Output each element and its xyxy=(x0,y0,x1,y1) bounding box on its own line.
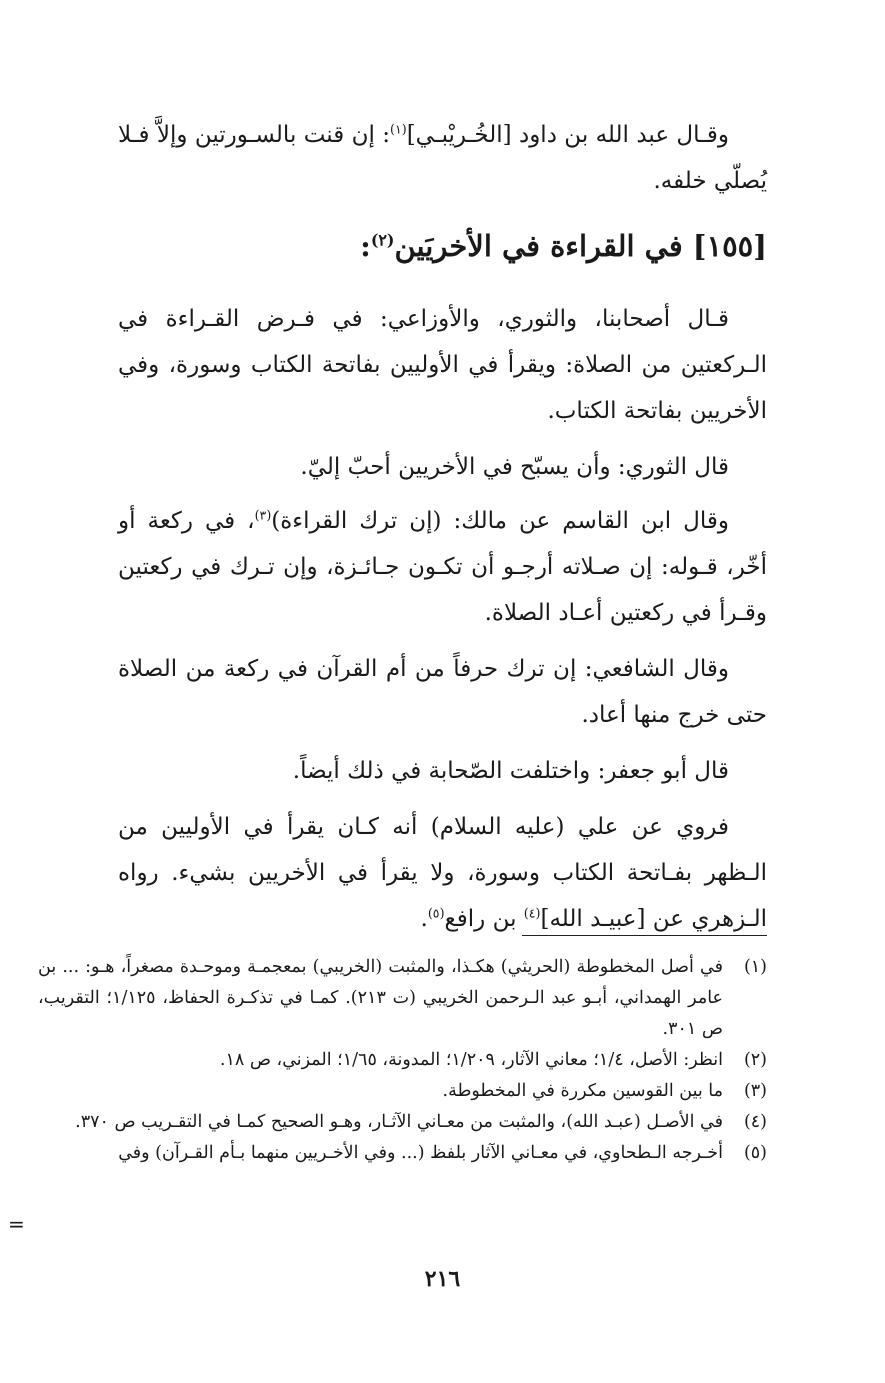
footnote xyxy=(38,1045,767,1076)
footnote-text: ما بين القوسين مكررة في المخطوطة. xyxy=(442,1081,723,1101)
paragraph: فروي عن علي (عليه السلام) أنه كـان يقرأ في الأوليين من الـظهر بفـاتحة الكتاب وسورة، ولا يقرأ في الأخريين بشيء. رواه الـزهري عن [عبيـد الله]$^{(٤)}$ بن رافع$^{(٥)}$. xyxy=(118,814,767,932)
footnote xyxy=(38,1138,767,1169)
main-text xyxy=(118,296,767,942)
heading-text: [١٥٥] في القراءة في الأخريَين xyxy=(394,229,767,263)
paragraph: وقال ابن القاسم عن مالك: (إن ترك القراءة)$^{(٣)}$، في ركعة أو أخّر، قـوله: إن صـلاته أرجـو أن تكـون جـائـزة، وإن تـرك في ركعتين وقـرأ في ركعتين أعـاد الصلاة. xyxy=(118,507,767,626)
footnote xyxy=(38,1107,767,1138)
paragraph: قال الثوري: وأن يسبّح في الأخريين أحبّ إليّ. xyxy=(300,454,729,480)
intro-text: وقـال عبد الله بن داود [الخُـريْبـي] xyxy=(406,122,729,148)
heading-suffix: : xyxy=(360,229,371,263)
paragraph: وقال الشافعي: إن ترك حرفاً من أم القرآن في ركعة من الصلاة حتى خرج منها أعاد. xyxy=(118,656,767,728)
paragraph: قـال أصحابنا، والثوري، والأوزاعي: في فـرض القـراءة في الـركعتين من الصلاة: ويقرأ في الأوليين بفاتحة الكتاب وسورة، وفي الأخريين بفاتحة الكتاب. xyxy=(118,306,767,424)
heading-footnote-ref: (٢) xyxy=(370,230,395,250)
page-number: ٢١٦ xyxy=(424,1266,461,1292)
footnote-separator xyxy=(522,935,767,936)
footnote-text: في الأصـل (عبـد الله)، والمثبت من معـاني الآثـار، وهـو الصحيح كمـا في التقـريب ص ٣٧٠. xyxy=(75,1112,723,1132)
footnote xyxy=(38,1076,767,1107)
footnotes xyxy=(38,952,767,1169)
footnote-ref: (٤) xyxy=(523,905,541,921)
section-heading xyxy=(360,222,767,270)
footnote-text: أخـرجه الـطحاوي، في معـاني الآثار بلفظ (... وفي الأخـريين منهما بـأم القـرآن) وفي xyxy=(118,1143,723,1163)
footnote-text: انظر: الأصل، ١/٤؛ معاني الآثار، ١/٢٠٩؛ المدونة، ١/٦٥؛ المزني، ص ١٨. xyxy=(219,1050,723,1070)
footnote-continuation-mark: = xyxy=(8,1212,25,1236)
footnote-ref: (٣) xyxy=(254,507,272,523)
footnote xyxy=(38,952,767,1045)
footnote-number: (٥) xyxy=(743,1143,767,1163)
footnote-text: في أصل المخطوطة (الحريثي) هكـذا، والمثبت (الخريبي) بمعجمـة وموحـدة مصغراً، هـو: ... بن عامر الهمداني، أبـو عبد الـرحمن الخريبي (ت ٢١٣). كمـا في تذكـرة الحفاظ، ١/١٢٥؛ التقريب، ص ٣٠١. xyxy=(38,957,723,1039)
footnote-number: (٣) xyxy=(743,1081,767,1101)
footnote-ref: (٥) xyxy=(427,905,445,921)
footnote-number: (١) xyxy=(743,957,767,977)
footnote-ref: (١) xyxy=(390,121,407,137)
footnote-number: (٤) xyxy=(743,1112,767,1132)
footnote-number: (٢) xyxy=(743,1050,767,1070)
intro-text-after: : إن قنت بالسـورتين وإلاَّ فـلا يُصلّي خلفه. xyxy=(118,122,767,194)
paragraph: قال أبو جعفر: واختلفت الصّحابة في ذلك أيضاً. xyxy=(292,758,729,784)
intro-paragraph xyxy=(118,112,767,204)
